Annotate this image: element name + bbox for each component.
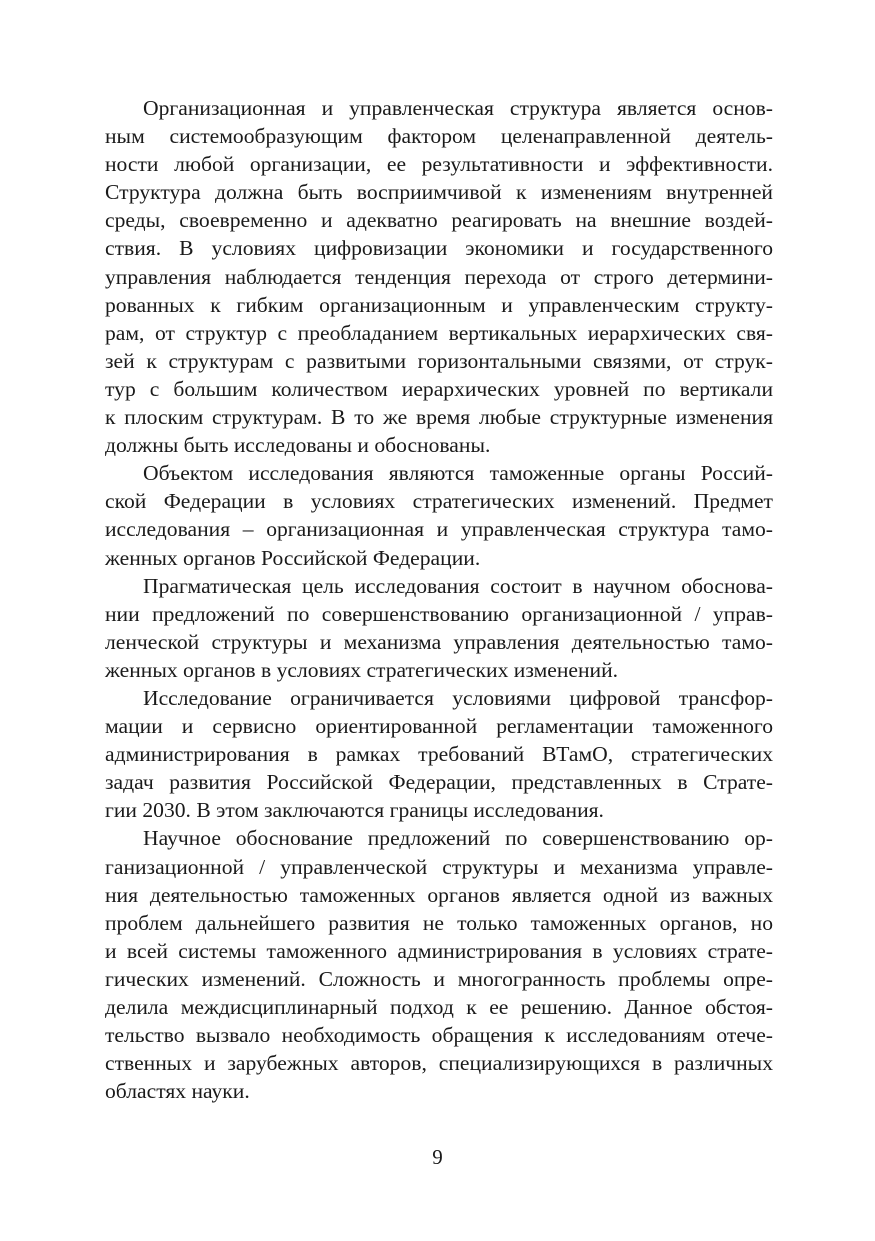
text-line: ленческой структуры и механизма управления деятельностью тамо- (105, 629, 773, 654)
text-line: Научное обоснование предложений по совершенствованию ор- (143, 826, 773, 851)
paragraph-research-object (105, 459, 773, 571)
text-line: рам, от структур с преобладанием вертикальных иерархических свя- (105, 320, 773, 345)
text-line: нии предложений по совершенствованию организационной / управ- (105, 601, 773, 626)
page-number: 9 (432, 1145, 443, 1169)
paragraph-research-goal (105, 572, 773, 684)
text-line: рованных к гибким организационным и управленческим структу- (105, 292, 773, 317)
text-line: делила междисциплинарный подход к ее решению. Данное обстоя- (105, 995, 773, 1019)
text-line: тур с большим количеством иерархических уровней по вертикали (105, 376, 773, 401)
text-line: тельство вызвало необходимость обращения к исследованиям отече- (105, 1023, 773, 1048)
paragraph-research-limits (105, 684, 773, 824)
text-line: и всей системы таможенного администрирования в условиях страте- (105, 938, 773, 963)
text-line: администрирования в рамках требований ВТамО, стратегических (105, 742, 773, 767)
text-line: ганизационной / управленческой структуры и механизма управле- (105, 854, 773, 879)
text-line: среды, своевременно и адекватно реагировать на внешние воздей- (105, 208, 773, 233)
text-line: гии 2030. В этом заключаются границы исследования. (105, 798, 604, 823)
text-line: ской Федерации в условиях стратегических изменений. Предмет (105, 489, 773, 514)
text-line: ным системообразующим фактором целенаправленной деятель- (105, 124, 773, 149)
text-line: Объектом исследования являются таможенные органы Россий- (143, 461, 773, 486)
text-line: женных органов Российской Федерации. (105, 545, 481, 570)
paragraph-scientific-justification (105, 824, 773, 1105)
text-line: ния деятельностью таможенных органов является одной из важных (105, 882, 773, 907)
paragraph-structure-factor (105, 94, 773, 459)
text-line: гических изменений. Сложность и многогранность проблемы опре- (105, 966, 773, 991)
text-line: областях науки. (105, 1079, 250, 1104)
text-line: мации и сервисно ориентированной регламентации таможенного (105, 714, 773, 739)
text-line: женных органов в условиях стратегических изменений. (105, 657, 619, 682)
text-line: управления наблюдается тенденция перехода от строго детермини- (105, 264, 773, 289)
text-line: ствия. В условиях цифровизации экономики и государственного (105, 236, 773, 261)
text-line: исследования – организационная и управленческая структура тамо- (105, 517, 773, 542)
body-text (105, 94, 773, 1105)
text-line: Прагматическая цель исследования состоит в научном обоснова- (143, 573, 773, 598)
text-line: ственных и зарубежных авторов, специализирующихся в различных (105, 1051, 773, 1076)
text-line: должны быть исследованы и обоснованы. (105, 433, 491, 458)
text-line: Организационная и управленческая структура является основ- (143, 96, 773, 120)
text-line: к плоским структурам. В то же время любые структурные изменения (105, 405, 773, 430)
text-line: зей к структурам с развитыми горизонтальными связями, от струк- (105, 348, 773, 373)
text-line: проблем дальнейшего развития не только таможенных органов, но (105, 910, 773, 935)
text-line: задач развития Российской Федерации, представленных в Страте- (105, 770, 773, 795)
text-line: Структура должна быть восприимчивой к изменениям внутренней (105, 180, 773, 205)
text-line: ности любой организации, ее результативности и эффективности. (105, 152, 773, 177)
text-line: Исследование ограничивается условиями цифровой трансфор- (143, 685, 773, 710)
